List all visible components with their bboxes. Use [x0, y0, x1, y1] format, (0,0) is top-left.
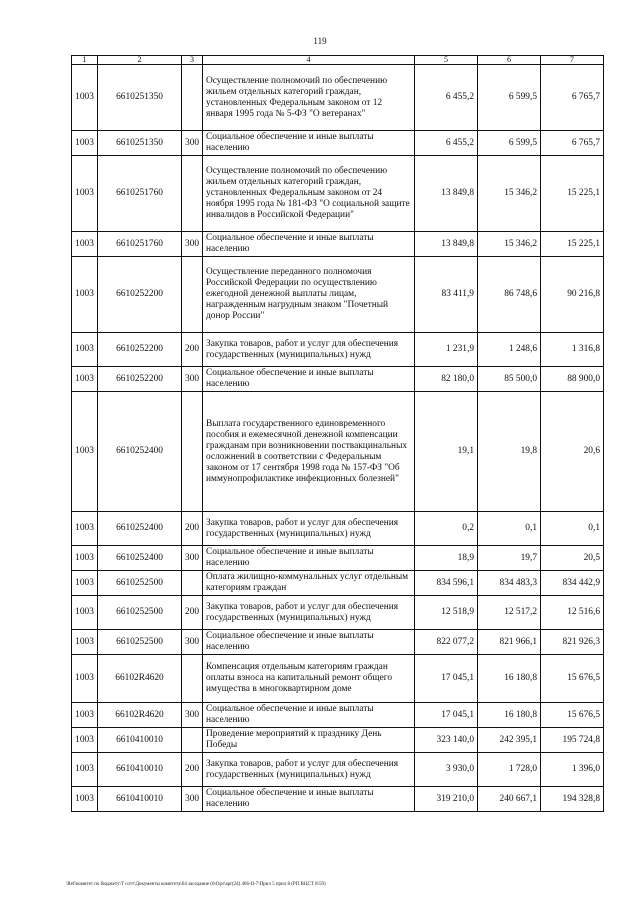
description-cell: Социальное обеспечение и иные выплаты населению — [203, 787, 415, 812]
table-row — [72, 787, 604, 812]
target-code-cell: 6610410010 — [98, 787, 182, 812]
amount-year3-cell: 6 765,7 — [541, 65, 604, 131]
amount-year3-cell: 15 676,5 — [541, 703, 604, 728]
column-header: 5 — [415, 56, 478, 65]
amount-year2-cell: 0,1 — [478, 512, 541, 546]
section-cell: 1003 — [72, 596, 98, 630]
column-header: 6 — [478, 56, 541, 65]
amount-year1-cell: 6 455,2 — [415, 131, 478, 156]
target-code-cell: 6610251350 — [98, 131, 182, 156]
amount-year1-cell: 3 930,0 — [415, 753, 478, 787]
section-cell: 1003 — [72, 65, 98, 131]
table-row — [72, 156, 604, 232]
amount-year3-cell: 821 926,3 — [541, 630, 604, 655]
column-header: 7 — [541, 56, 604, 65]
description-cell: Закупка товаров, работ и услуг для обеспечения государственных (муниципальных) нужд — [203, 753, 415, 787]
amount-year3-cell: 20,6 — [541, 392, 604, 512]
table-row — [72, 131, 604, 156]
description-cell: Осуществление переданного полномочия Российской Федерации по осуществлению ежегодной денежной выплаты лицам, награжденным нагрудным знаком "Почетный донор России" — [203, 257, 415, 333]
description-cell: Социальное обеспечение и иные выплаты населению — [203, 703, 415, 728]
column-header: 2 — [98, 56, 182, 65]
section-cell: 1003 — [72, 512, 98, 546]
target-code-cell: 6610252500 — [98, 571, 182, 596]
amount-year3-cell: 20,5 — [541, 546, 604, 571]
expense-type-cell: 300 — [182, 546, 203, 571]
description-cell: Социальное обеспечение и иные выплаты населению — [203, 131, 415, 156]
section-cell: 1003 — [72, 703, 98, 728]
expense-type-cell — [182, 392, 203, 512]
expense-type-cell — [182, 655, 203, 703]
section-cell: 1003 — [72, 257, 98, 333]
description-cell: Закупка товаров, работ и услуг для обеспечения государственных (муниципальных) нужд — [203, 512, 415, 546]
section-cell: 1003 — [72, 156, 98, 232]
amount-year1-cell: 19,1 — [415, 392, 478, 512]
table-row — [72, 703, 604, 728]
amount-year3-cell: 0,1 — [541, 512, 604, 546]
amount-year1-cell: 12 518,9 — [415, 596, 478, 630]
target-code-cell: 6610252400 — [98, 392, 182, 512]
amount-year1-cell: 83 411,9 — [415, 257, 478, 333]
expense-type-cell: 200 — [182, 753, 203, 787]
section-cell: 1003 — [72, 131, 98, 156]
amount-year1-cell: 822 077,2 — [415, 630, 478, 655]
amount-year2-cell: 834 483,3 — [478, 571, 541, 596]
amount-year1-cell: 6 455,2 — [415, 65, 478, 131]
expense-type-cell: 200 — [182, 596, 203, 630]
section-cell: 1003 — [72, 571, 98, 596]
amount-year3-cell: 15 225,1 — [541, 232, 604, 257]
expense-type-cell — [182, 65, 203, 131]
target-code-cell: 6610251760 — [98, 156, 182, 232]
description-cell: Компенсация отдельным категориям граждан оплаты взноса на капитальный ремонт общего имущества в многоквартирном доме — [203, 655, 415, 703]
target-code-cell: 6610410010 — [98, 753, 182, 787]
amount-year2-cell: 19,8 — [478, 392, 541, 512]
amount-year1-cell: 17 045,1 — [415, 703, 478, 728]
amount-year1-cell: 13 849,8 — [415, 156, 478, 232]
amount-year3-cell: 194 328,8 — [541, 787, 604, 812]
table-row — [72, 596, 604, 630]
target-code-cell: 6610251760 — [98, 232, 182, 257]
amount-year2-cell: 15 346,2 — [478, 156, 541, 232]
amount-year3-cell: 88 900,0 — [541, 367, 604, 392]
amount-year2-cell: 821 966,1 — [478, 630, 541, 655]
expense-type-cell — [182, 728, 203, 753]
table-row — [72, 546, 604, 571]
amount-year1-cell: 17 045,1 — [415, 655, 478, 703]
amount-year3-cell: 195 724,8 — [541, 728, 604, 753]
table-row — [72, 728, 604, 753]
expense-type-cell: 200 — [182, 512, 203, 546]
amount-year1-cell: 82 180,0 — [415, 367, 478, 392]
section-cell: 1003 — [72, 232, 98, 257]
section-cell: 1003 — [72, 546, 98, 571]
target-code-cell: 66102R4620 — [98, 655, 182, 703]
table-row — [72, 512, 604, 546]
amount-year2-cell: 1 728,0 — [478, 753, 541, 787]
description-cell: Социальное обеспечение и иные выплаты населению — [203, 546, 415, 571]
amount-year1-cell: 13 849,8 — [415, 232, 478, 257]
expense-type-cell: 300 — [182, 703, 203, 728]
expense-type-cell: 200 — [182, 333, 203, 367]
expense-type-cell — [182, 257, 203, 333]
expense-type-cell: 300 — [182, 787, 203, 812]
amount-year3-cell: 15 676,5 — [541, 655, 604, 703]
description-cell: Выплата государственного единовременного пособия и ежемесячной денежной компенсации гражданам при возникновении поствакцинальных осложнений в соответствии с Федеральным законом от 17 сентября 1998 года № 157-ФЗ "Об иммунопрофилактике инфекционных болезней" — [203, 392, 415, 512]
amount-year3-cell: 90 216,8 — [541, 257, 604, 333]
amount-year3-cell: 6 765,7 — [541, 131, 604, 156]
amount-year2-cell: 16 180,8 — [478, 655, 541, 703]
file-path-footer: \Ref\комитет по бюджету\Т сотт\Документы комитета\64 заседание (04)\pr\apr(24) 466-II-7\Прил 5 прил 8 (РП ВЦСТ 8\59) — [66, 882, 326, 887]
amount-year2-cell: 16 180,8 — [478, 703, 541, 728]
table-row — [72, 655, 604, 703]
amount-year2-cell: 242 395,1 — [478, 728, 541, 753]
expense-type-cell: 300 — [182, 630, 203, 655]
target-code-cell: 6610252500 — [98, 630, 182, 655]
section-cell: 1003 — [72, 367, 98, 392]
amount-year3-cell: 834 442,9 — [541, 571, 604, 596]
section-cell: 1003 — [72, 753, 98, 787]
section-cell: 1003 — [72, 655, 98, 703]
table-row — [72, 367, 604, 392]
table-row — [72, 257, 604, 333]
amount-year3-cell: 15 225,1 — [541, 156, 604, 232]
table-row — [72, 65, 604, 131]
column-header: 3 — [182, 56, 203, 65]
target-code-cell: 6610252200 — [98, 367, 182, 392]
expense-type-cell: 300 — [182, 131, 203, 156]
amount-year2-cell: 1 248,6 — [478, 333, 541, 367]
header-row — [72, 56, 604, 65]
amount-year3-cell: 12 516,6 — [541, 596, 604, 630]
table-row — [72, 753, 604, 787]
column-header: 4 — [203, 56, 415, 65]
table-body — [72, 65, 604, 812]
target-code-cell: 6610410010 — [98, 728, 182, 753]
table-row — [72, 333, 604, 367]
amount-year1-cell: 319 210,0 — [415, 787, 478, 812]
amount-year1-cell: 0,2 — [415, 512, 478, 546]
section-cell: 1003 — [72, 333, 98, 367]
section-cell: 1003 — [72, 392, 98, 512]
target-code-cell: 6610252200 — [98, 333, 182, 367]
description-cell: Социальное обеспечение и иные выплаты населению — [203, 232, 415, 257]
target-code-cell: 6610252400 — [98, 546, 182, 571]
expense-type-cell — [182, 156, 203, 232]
section-cell: 1003 — [72, 630, 98, 655]
amount-year1-cell: 1 231,9 — [415, 333, 478, 367]
target-code-cell: 6610252500 — [98, 596, 182, 630]
description-cell: Социальное обеспечение и иные выплаты населению — [203, 367, 415, 392]
target-code-cell: 6610252200 — [98, 257, 182, 333]
amount-year2-cell: 6 599,5 — [478, 131, 541, 156]
description-cell: Закупка товаров, работ и услуг для обеспечения государственных (муниципальных) нужд — [203, 596, 415, 630]
amount-year2-cell: 240 667,1 — [478, 787, 541, 812]
expense-type-cell: 300 — [182, 367, 203, 392]
amount-year1-cell: 834 596,1 — [415, 571, 478, 596]
amount-year3-cell: 1 396,0 — [541, 753, 604, 787]
amount-year2-cell: 6 599,5 — [478, 65, 541, 131]
table-row — [72, 392, 604, 512]
target-code-cell: 6610252400 — [98, 512, 182, 546]
description-cell: Социальное обеспечение и иные выплаты населению — [203, 630, 415, 655]
amount-year3-cell: 1 316,8 — [541, 333, 604, 367]
expense-type-cell: 300 — [182, 232, 203, 257]
target-code-cell: 6610251350 — [98, 65, 182, 131]
description-cell: Оплата жилищно-коммунальных услуг отдельным категориям граждан — [203, 571, 415, 596]
expense-type-cell — [182, 571, 203, 596]
table-row — [72, 571, 604, 596]
description-cell: Проведение мероприятий к празднику День Победы — [203, 728, 415, 753]
description-cell: Осуществление полномочий по обеспечению жильем отдельных категорий граждан, установленных Федеральным законом от 24 ноября 1995 года № 181-ФЗ "О социальной защите инвалидов в Российской Федерации" — [203, 156, 415, 232]
budget-table — [71, 55, 604, 812]
section-cell: 1003 — [72, 787, 98, 812]
description-cell: Осуществление полномочий по обеспечению жильем отдельных категорий граждан, установленных Федеральным законом от 12 января 1995 года № 5-ФЗ "О ветеранах" — [203, 65, 415, 131]
column-header: 1 — [72, 56, 98, 65]
page-number: 119 — [313, 36, 327, 46]
amount-year1-cell: 323 140,0 — [415, 728, 478, 753]
table-row — [72, 630, 604, 655]
amount-year2-cell: 86 748,6 — [478, 257, 541, 333]
section-cell: 1003 — [72, 728, 98, 753]
amount-year2-cell: 12 517,2 — [478, 596, 541, 630]
amount-year1-cell: 18,9 — [415, 546, 478, 571]
amount-year2-cell: 15 346,2 — [478, 232, 541, 257]
table-row — [72, 232, 604, 257]
amount-year2-cell: 19,7 — [478, 546, 541, 571]
target-code-cell: 66102R4620 — [98, 703, 182, 728]
amount-year2-cell: 85 500,0 — [478, 367, 541, 392]
description-cell: Закупка товаров, работ и услуг для обеспечения государственных (муниципальных) нужд — [203, 333, 415, 367]
